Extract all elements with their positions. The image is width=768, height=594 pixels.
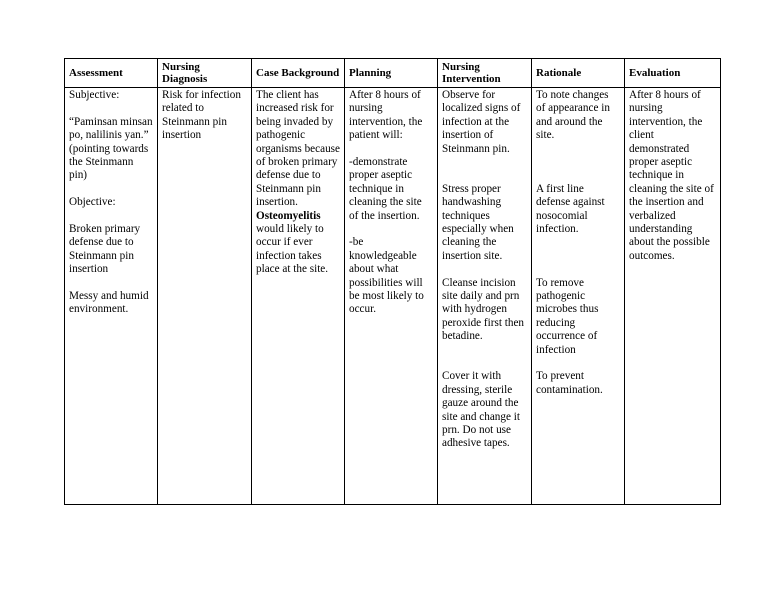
planning-cell [345, 88, 438, 505]
rationale-item-3: To remove pathogenic microbes thus reducing occurrence of infection [536, 276, 599, 356]
planning-goal-1: -demonstrate proper aseptic technique in cleaning the site of the insertion. [349, 156, 422, 222]
diagnosis-text: Risk for infection related to Steinmann pin insertion [162, 89, 241, 142]
intervention-item-4: Cover it with dressing, sterile gauze around the site and change it prn. Do not use adhesive tapes. [442, 370, 520, 450]
case-background-cell [252, 88, 345, 505]
header-rationale: Rationale [532, 59, 625, 88]
subjective-quote: “Paminsan minsan po, nalilinis yan.” (pointing towards the Steinmann pin) [69, 115, 153, 182]
planning-intro: After 8 hours of nursing intervention, the patient will: [349, 89, 423, 142]
header-planning: Planning [345, 59, 438, 88]
table-row [65, 88, 721, 505]
planning-goal-2: -be knowledgeable about what possibilities will be most likely to occur. [349, 236, 424, 316]
background-bold-term: Osteomyelitis [256, 209, 321, 222]
background-text: The client has increased risk for being invaded by pathogenic organisms because of broken primary defense due to Steinmann pin insertion. [256, 89, 340, 209]
objective-label: Objective: [69, 196, 116, 209]
nursing-intervention-cell [438, 88, 532, 505]
intervention-item-1: Observe for localized signs of infection at the insertion of Steinmann pin. [442, 89, 521, 155]
header-case-background: Case Background [252, 59, 345, 88]
rationale-item-1: To note changes of appearance in and around the site. [536, 89, 610, 142]
rationale-item-4: To prevent contamination. [536, 370, 603, 396]
evaluation-cell [625, 88, 721, 505]
subjective-label: Subjective: [69, 89, 120, 101]
intervention-item-3: Cleanse incision site daily and prn with hydrogen peroxide first then betadine. [442, 276, 525, 343]
background-text-2: would likely to occur if ever infection takes place at the site. [256, 223, 329, 276]
objective-finding-2: Messy and humid environment. [69, 290, 149, 316]
intervention-item-2: Stress proper handwashing techniques especially when cleaning the insertion site. [442, 182, 514, 262]
header-evaluation: Evaluation [625, 59, 721, 88]
header-assessment: Assessment [65, 59, 158, 88]
header-row [65, 59, 721, 88]
header-nursing-diagnosis: Nursing Diagnosis [158, 59, 252, 88]
rationale-item-2: A first line defense against nosocomial infection. [536, 182, 605, 236]
assessment-cell [65, 88, 158, 505]
nursing-diagnosis-cell [158, 88, 252, 505]
objective-finding-1: Broken primary defense due to Steinmann pin insertion [69, 223, 141, 276]
rationale-cell [532, 88, 625, 505]
evaluation-text: After 8 hours of nursing intervention, the client demonstrated proper aseptic technique in cleaning the site of the insertion and verbalized understanding about the possible outcomes. [629, 89, 714, 262]
nursing-care-plan-table [64, 58, 721, 505]
header-nursing-intervention: Nursing Intervention [438, 59, 532, 88]
